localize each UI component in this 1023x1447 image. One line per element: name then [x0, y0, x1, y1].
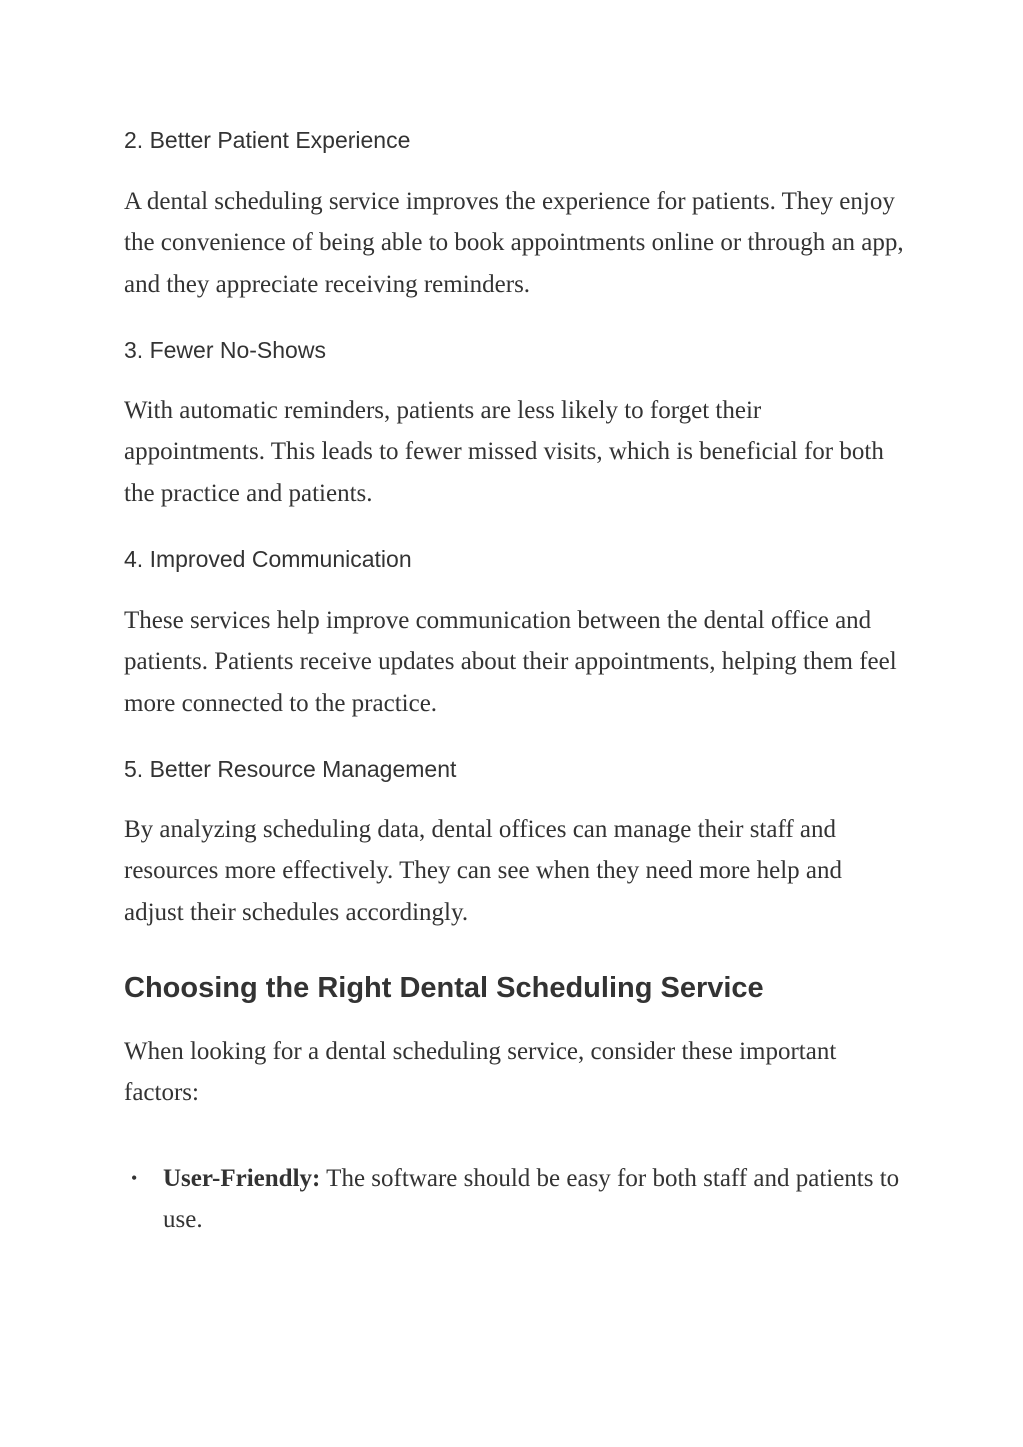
list-item-text: The software should be easy for both staff and patients to use. [163, 1165, 900, 1234]
choosing-intro: When looking for a dental scheduling service, consider these important factors: [124, 1038, 837, 1107]
list-item [124, 1158, 904, 1241]
section-heading-communication: 4. Improved Communication [124, 546, 412, 572]
section-body-no-shows: With automatic reminders, patients are less likely to forget their appointments. This leads to fewer missed visits, which is beneficial for both the practice and patients. [124, 397, 884, 507]
section-heading-patient-experience: 2. Better Patient Experience [124, 127, 411, 153]
section-body-patient-experience: A dental scheduling service improves the experience for patients. They enjoy the convenience of being able to book appointments online or through an app, and they appreciate receiving reminders. [124, 188, 904, 298]
list-item-term: User-Friendly: [163, 1165, 321, 1192]
section-heading-resource-management: 5. Better Resource Management [124, 756, 457, 782]
choosing-heading: Choosing the Right Dental Scheduling Service [124, 972, 764, 1004]
bullet-icon: • [131, 1168, 138, 1188]
factors-list [124, 1158, 904, 1241]
section-body-communication: These services help improve communication between the dental office and patients. Patients receive updates about their appointments, helping them feel more connected to the practice. [124, 607, 897, 717]
section-heading-no-shows: 3. Fewer No-Shows [124, 337, 326, 363]
section-body-resource-management: By analyzing scheduling data, dental offices can manage their staff and resources more effectively. They can see when they need more help and adjust their schedules accordingly. [124, 816, 842, 926]
